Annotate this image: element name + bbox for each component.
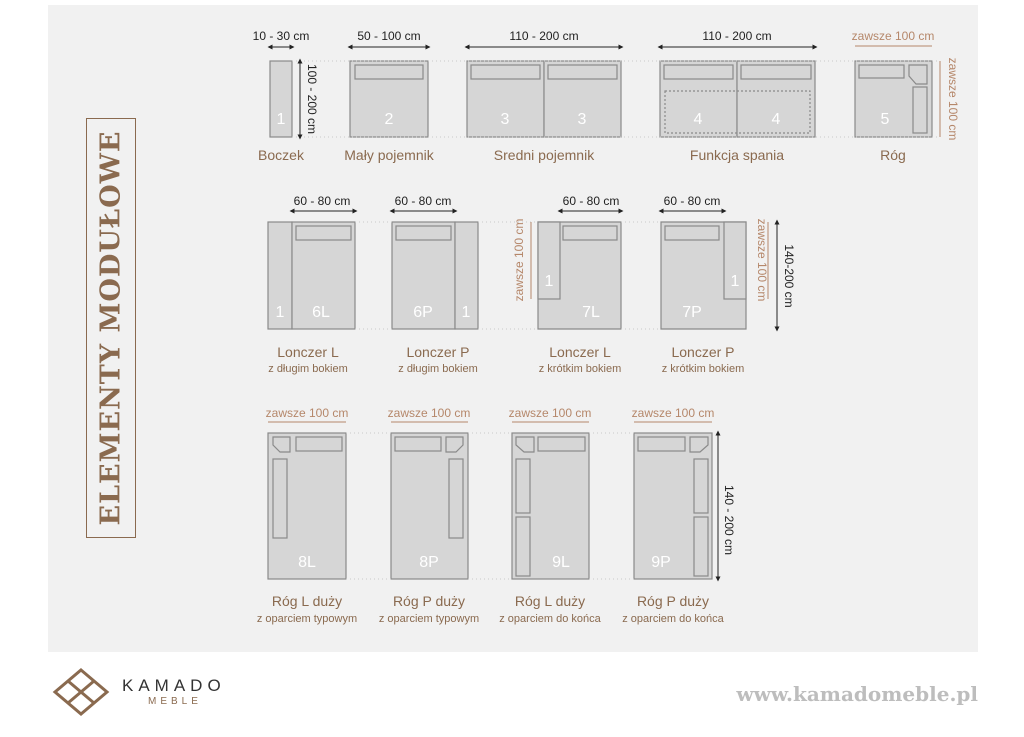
page-title: ELEMENTY MODUŁOWE xyxy=(95,130,127,526)
module-name-6L: Lonczer L xyxy=(277,344,339,360)
side-number-6L: 1 xyxy=(275,304,285,321)
module-number-2: 2 xyxy=(384,111,394,128)
dim-height-5: zawsze 100 cm xyxy=(946,57,960,141)
module-number-7P: 7P xyxy=(682,304,702,321)
module-4 xyxy=(660,61,815,137)
dim-height2-7P: 140-200 cm xyxy=(782,244,796,308)
module-name-5: Róg xyxy=(880,147,906,163)
module-name-4: Funkcja spania xyxy=(689,147,785,163)
module-9P xyxy=(634,433,712,579)
module-sub-7P: z krótkim bokiem xyxy=(661,363,745,375)
module-sub-9P: z oparciem do końca xyxy=(622,613,724,625)
dim-width-9L: zawsze 100 cm xyxy=(508,406,592,420)
module-number-4b: 4 xyxy=(771,111,781,128)
dim-width-6L: 60 - 80 cm xyxy=(293,194,351,208)
module-3 xyxy=(467,61,621,137)
module-sub-8L: z oparciem typowym xyxy=(256,613,358,625)
module-name-1: Boczek xyxy=(258,147,304,163)
dim-width-2: 50 - 100 cm xyxy=(357,29,421,43)
module-name-8L: Róg L duży xyxy=(271,593,343,609)
dim-width-9P: zawsze 100 cm xyxy=(631,406,715,420)
dim-width-7L: 60 - 80 cm xyxy=(562,194,620,208)
module-5 xyxy=(855,61,932,137)
side-number-6P: 1 xyxy=(461,304,471,321)
module-number-4a: 4 xyxy=(693,111,703,128)
module-number-9P: 9P xyxy=(651,554,671,571)
module-number-6L: 6L xyxy=(312,304,330,321)
dim-width-1: 10 - 30 cm xyxy=(252,29,310,43)
brand-name: KAMADO xyxy=(122,676,226,695)
module-name-9P: Róg P duży xyxy=(636,593,710,609)
dim-width-6P: 60 - 80 cm xyxy=(394,194,452,208)
brand-sub: MEBLE xyxy=(148,696,202,707)
dim-width-8L: zawsze 100 cm xyxy=(265,406,349,420)
module-number-3b: 3 xyxy=(577,111,587,128)
dim-width-7P: 60 - 80 cm xyxy=(663,194,721,208)
module-sub-9L: z oparciem do końca xyxy=(499,613,601,625)
dim-width-8P: zawsze 100 cm xyxy=(387,406,471,420)
module-number-6P: 6P xyxy=(413,304,433,321)
module-number-7L: 7L xyxy=(582,304,600,321)
module-number-3a: 3 xyxy=(500,111,510,128)
dim-width-5: zawsze 100 cm xyxy=(851,29,935,43)
module-name-8P: Róg P duży xyxy=(392,593,466,609)
side-number-7P: 1 xyxy=(730,273,740,290)
module-sub-8P: z oparciem typowym xyxy=(378,613,480,625)
dim-width-4: 110 - 200 cm xyxy=(702,29,772,43)
module-name-2: Mały pojemnik xyxy=(344,147,434,163)
module-number-9L: 9L xyxy=(552,554,570,571)
module-name-6P: Lonczer P xyxy=(406,344,470,360)
dim-height-9P: 140 - 200 cm xyxy=(722,484,736,556)
module-number-5: 5 xyxy=(880,111,890,128)
diamond-lattice-logo xyxy=(52,667,110,717)
module-name-7P: Lonczer P xyxy=(671,344,735,360)
module-sub-7L: z krótkim bokiem xyxy=(538,363,622,375)
side-number-7L: 1 xyxy=(544,273,554,290)
dim-height-7L: zawsze 100 cm xyxy=(512,218,526,302)
module-sub-6L: z długim bokiem xyxy=(268,363,348,375)
module-name-9L: Róg L duży xyxy=(514,593,586,609)
website-url[interactable]: www.kamadomeble.pl xyxy=(736,682,978,706)
module-number-8P: 8P xyxy=(419,554,439,571)
dim-height-1: 100 - 200 cm xyxy=(305,63,319,135)
module-sub-6P: z długim bokiem xyxy=(398,363,478,375)
module-9L xyxy=(512,433,589,579)
module-number-8L: 8L xyxy=(298,554,316,571)
module-name-7L: Lonczer L xyxy=(549,344,611,360)
dim-height-7P: zawsze 100 cm xyxy=(755,218,769,302)
dim-width-3: 110 - 200 cm xyxy=(509,29,579,43)
module-name-3: Sredni pojemnik xyxy=(493,147,595,163)
module-number-1: 1 xyxy=(276,111,286,128)
